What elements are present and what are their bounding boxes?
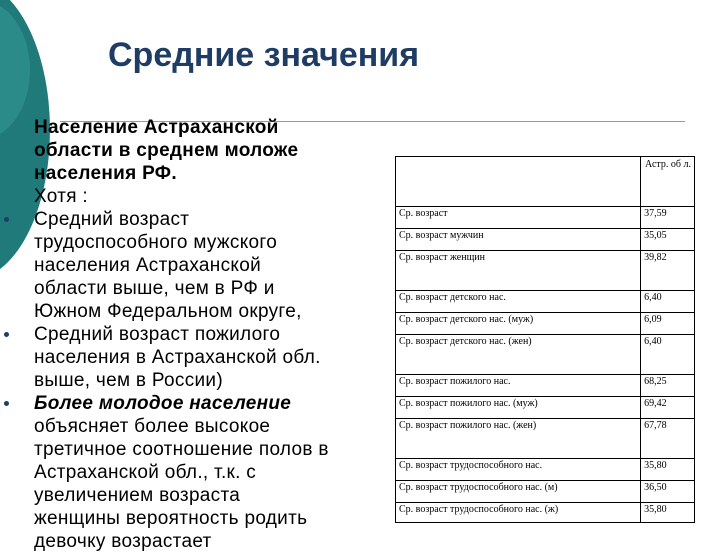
bullet-icon [4,401,9,406]
row-label: Ср. возраст [396,207,641,229]
table-header-label [396,157,641,207]
row-label: Ср. возраст трудоспособного нас. (м) [396,481,641,503]
text-line: населения в Астраханской обл. [34,347,321,368]
table-row [396,251,695,291]
row-value: 36,50 [641,481,695,503]
table-header-row [396,157,695,207]
table-row [396,419,695,459]
table-row [396,291,695,313]
text-line: населения Астраханской [34,255,261,276]
text-line: объясняет более высокое [34,416,271,437]
row-label: Ср. возраст детского нас. [396,291,641,313]
bullet-item-text [34,323,379,346]
text-line: области в среднем моложе [34,140,299,161]
table-row [396,207,695,229]
text-line: трудоспособного мужского [34,232,278,253]
slide-title: Средние значения [108,36,420,74]
row-label: Ср. возраст трудоспособного нас. (ж) [396,503,641,523]
text-line: выше, чем в России) [34,370,223,391]
row-value: 35,05 [641,229,695,251]
row-value: 6,40 [641,291,695,313]
text-line: Средний возраст пожилого [34,324,281,345]
slide-body-text [34,116,379,553]
table-row [396,229,695,251]
row-label: Ср. возраст пожилого нас. (муж) [396,397,641,419]
row-value: 39,82 [641,251,695,291]
row-label: Ср. возраст детского нас. (жен) [396,335,641,375]
text-line: Хотя : [34,186,88,207]
row-value: 37,59 [641,207,695,229]
row-value: 69,42 [641,397,695,419]
table-row [396,481,695,503]
table-row [396,503,695,523]
row-value: 6,40 [641,335,695,375]
table-row [396,397,695,419]
row-label: Ср. возраст женщин [396,251,641,291]
text-line: Население Астраханской [34,117,279,138]
row-value: 67,78 [641,419,695,459]
row-label: Ср. возраст пожилого нас. (жен) [396,419,641,459]
text-line: женщины вероятность родить [34,508,308,529]
table-header-value: Астр. об л. [641,157,695,207]
bullet-item-text [34,392,379,415]
age-stats-table [395,156,695,523]
text-line: девочку возрастает [34,531,212,552]
row-value: 68,25 [641,375,695,397]
row-value: 6,09 [641,313,695,335]
row-label: Ср. возраст пожилого нас. [396,375,641,397]
text-line: населения РФ. [34,163,177,184]
text-line: Более молодое население [34,393,292,414]
table-row [396,335,695,375]
text-line: третичное соотношение полов в [34,439,329,460]
row-label: Ср. возраст мужчин [396,229,641,251]
bullet-icon [4,217,9,222]
table-row [396,459,695,481]
table-row [396,375,695,397]
table-row [396,313,695,335]
row-value: 35,80 [641,503,695,523]
bullet-icon [4,332,9,337]
row-label: Ср. возраст трудоспособного нас. [396,459,641,481]
text-line: Средний возраст [34,209,190,230]
text-line: области выше, чем в РФ и [34,278,275,299]
row-value: 35,80 [641,459,695,481]
bullet-item-text [34,208,379,231]
text-line: увеличением возраста [34,485,241,506]
text-line: Южном Федеральном округе, [34,301,302,322]
text-line: Астраханской обл., т.к. с [34,462,257,483]
row-label: Ср. возраст детского нас. (муж) [396,313,641,335]
